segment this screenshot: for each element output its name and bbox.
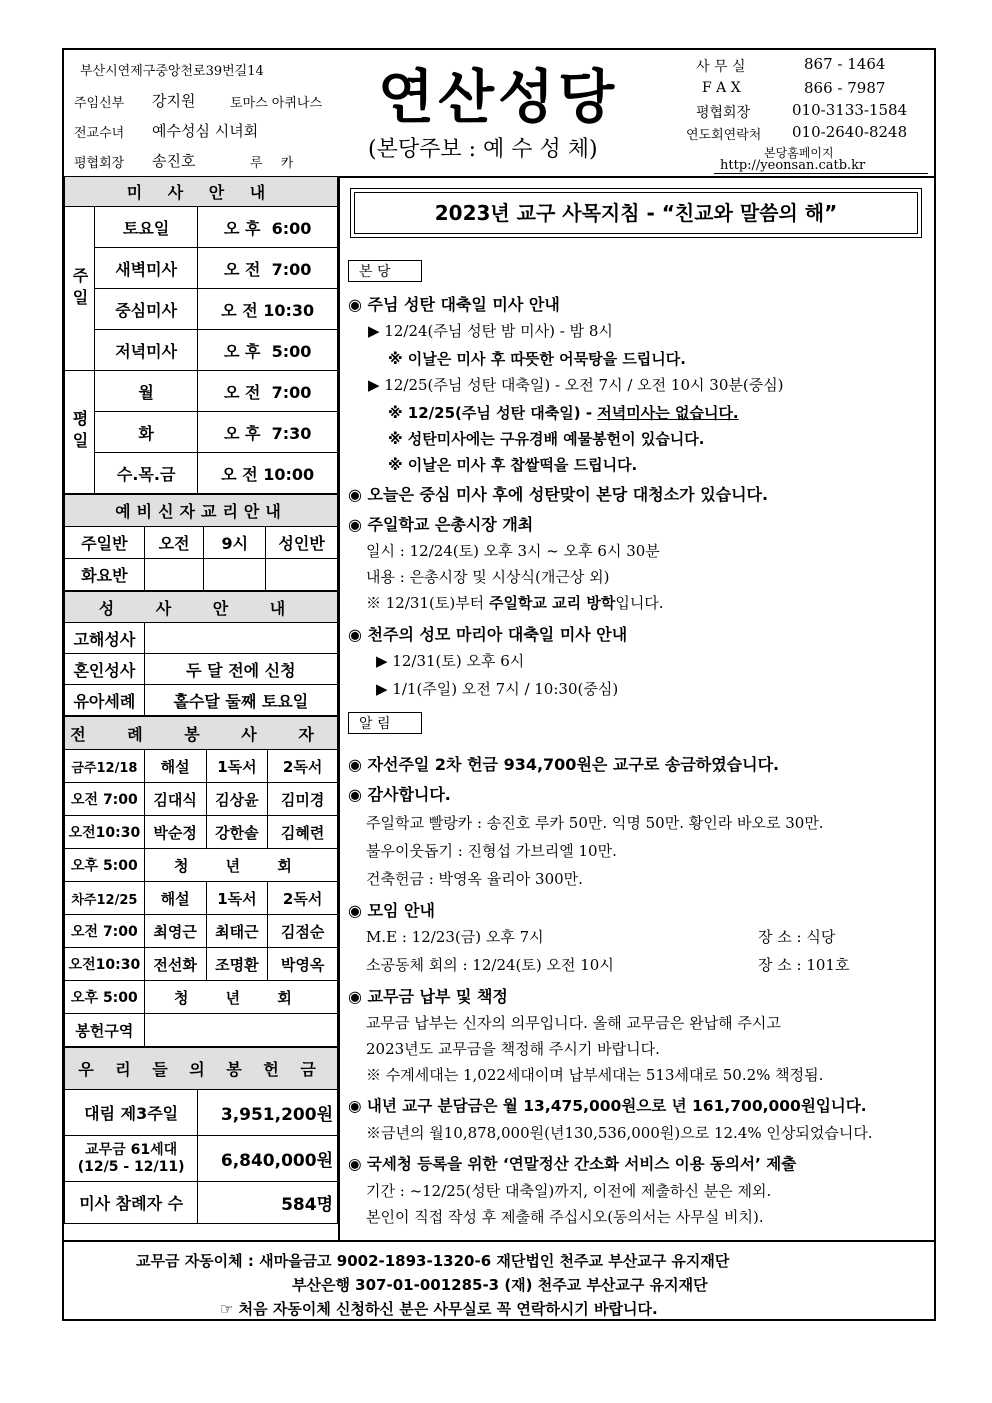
catechism-cell: 9시	[204, 527, 266, 559]
liturgy-time: 오전 7:00	[65, 915, 145, 948]
notice-text: ※ 12/31(토)부터	[366, 594, 489, 612]
liturgy-person: 최태근	[206, 915, 268, 948]
offering-heading: 우 리 들 의 봉 헌 금	[65, 1048, 338, 1090]
sacrament-value: 두 달 전에 신청	[144, 654, 337, 685]
mass-time: 오 전 7:00	[198, 248, 338, 289]
pastor-baptism: 토마스 아퀴나스	[230, 96, 323, 111]
catechism-cell: 화요반	[65, 559, 145, 591]
homepage-link[interactable]: http://yeonsan.catb.kr	[720, 158, 866, 173]
notice-line: ▶ 12/24(주님 성탄 밤 미사) - 밤 8시	[368, 322, 613, 340]
fax-number: 866 - 7987	[804, 79, 886, 97]
liturgy-header: 1독서	[206, 750, 268, 783]
pastoral-guideline-box	[350, 188, 922, 238]
catechism-cell	[266, 559, 338, 591]
notice-line: ※ 성탄미사에는 구유경배 예물봉헌이 있습니다.	[388, 430, 705, 448]
catechism-cell: 성인반	[266, 527, 338, 559]
sacrament-value: 홀수달 둘째 토요일	[144, 685, 337, 716]
mass-name: 저녁미사	[94, 330, 197, 371]
president-label: 평협회장	[696, 105, 751, 121]
liturgy-date: 금주12/18	[65, 750, 145, 783]
homepage-label: 본당홈페이지	[764, 146, 834, 160]
liturgy-header: 1독서	[206, 882, 268, 915]
liturgy-header: 해설	[144, 750, 206, 783]
offering-value: 3,951,200원	[198, 1090, 338, 1136]
header	[64, 50, 934, 178]
liturgy-table	[64, 716, 338, 1047]
bulletin-frame	[62, 48, 936, 1321]
notice-line: ▶ 12/31(토) 오후 6시	[376, 652, 525, 670]
mass-name: 토요일	[94, 207, 197, 248]
liturgy-person: 김혜련	[268, 816, 338, 849]
notice-line: 2023년도 교무금을 책정해 주시기 바랍니다.	[366, 1040, 660, 1058]
page-title: 연산성당	[378, 63, 619, 131]
footer-line: 부산은행 307-01-001285-3 (재) 천주교 부산교구 유지재단	[292, 1276, 708, 1294]
notice-line: 주일학교 빨랑카 : 송진호 루카 50만. 익명 50만. 황인라 바오로 30만.	[366, 814, 824, 832]
mass-table	[64, 176, 338, 494]
catechism-cell: 오전	[144, 527, 204, 559]
notice-underlined: 저녁미사는 없습니다.	[597, 404, 739, 422]
notice-line: 불우이웃돕기 : 진형섭 가브리엘 10만.	[366, 842, 617, 860]
sacrament-table	[64, 591, 338, 716]
homepage-underline	[714, 173, 928, 174]
parish-tag: 본 당	[348, 260, 422, 282]
mass-time: 오 전 7:00	[198, 371, 338, 412]
offering-value: 6,840,000원	[198, 1136, 338, 1182]
nun-label: 전교수녀	[74, 126, 125, 141]
notice-line: 장 소 : 101호	[758, 956, 850, 974]
offering-value: 584명	[198, 1182, 338, 1224]
pastoral-guideline-title: 2023년 교구 사목지침 - “친교와 말씀의 해”	[354, 192, 918, 234]
catechism-cell	[144, 559, 204, 591]
notice-heading: ◉ 교무금 납부 및 책정	[348, 987, 508, 1006]
notice-heading: ◉ 감사합니다.	[348, 785, 451, 804]
offering-name: 미사 참례자 수	[65, 1182, 198, 1224]
liturgy-person: 박순정	[144, 816, 206, 849]
sacrament-name: 혼인성사	[65, 654, 145, 685]
liturgy-person: 전선화	[144, 948, 206, 981]
council-baptism: 루 카	[250, 156, 294, 171]
liturgy-header: 2독서	[268, 882, 338, 915]
liturgy-person: 김대식	[144, 783, 206, 816]
catechism-cell	[204, 559, 266, 591]
liturgy-person: 강한솔	[206, 816, 268, 849]
footer-line: ☞ 처음 자동이체 신청하신 분은 사무실로 꼭 연락하시기 바랍니다.	[220, 1300, 658, 1318]
liturgy-date: 차주12/25	[65, 882, 145, 915]
notice-line: 내용 : 은총시장 및 시상식(개근상 외)	[366, 568, 610, 586]
yd-number: 010-2640-8248	[792, 123, 908, 141]
liturgy-time: 오전10:30	[65, 948, 145, 981]
liturgy-header: 해설	[144, 882, 206, 915]
notice-line: 기간 : ~12/25(성탄 대축일)까지, 이전에 제출하신 분은 제외.	[366, 1182, 772, 1200]
mass-time: 오 전 10:30	[198, 289, 338, 330]
catechism-heading: 예비신자교리안내	[65, 495, 338, 527]
notice-line: ※ 이날은 미사 후 따뜻한 어묵탕을 드립니다.	[388, 350, 686, 368]
page-subtitle: (본당주보 : 예 수 성 체)	[368, 137, 598, 162]
pastor-name: 강지원	[152, 92, 196, 110]
notice-heading: ◉ 주일학교 은총시장 개최	[348, 515, 534, 534]
liturgy-header: 2독서	[268, 750, 338, 783]
notice-heading: ◉ 내년 교구 분담금은 월 13,475,000원으로 년 161,700,000원입니다.	[348, 1097, 867, 1115]
notice-heading: ◉ 모임 안내	[348, 901, 435, 920]
liturgy-time: 오후 5:00	[65, 981, 145, 1014]
liturgy-time: 오후 5:00	[65, 849, 145, 882]
mass-name: 화	[94, 412, 197, 453]
offering-name: 교무금 61세대 (12/5 - 12/11)	[65, 1136, 198, 1182]
notice-heading: ◉ 주님 성탄 대축일 미사 안내	[348, 295, 560, 314]
liturgy-person: 김미경	[268, 783, 338, 816]
offering-area-label: 봉헌구역	[65, 1014, 145, 1047]
footer	[64, 1240, 934, 1321]
mass-name: 월	[94, 371, 197, 412]
notice-line: 교무금 납부는 신자의 의무입니다. 올해 교무금은 완납해 주시고	[366, 1014, 781, 1032]
mass-time: 오 전 10:00	[198, 453, 338, 494]
notice-line: 본인이 직접 작성 후 제출해 주십시오(동의서는 사무실 비치).	[366, 1208, 764, 1226]
weekday-label: 평일	[65, 371, 95, 494]
offering-table	[64, 1047, 338, 1224]
mass-time: 오 후 7:30	[198, 412, 338, 453]
notice-line: ※ 수계세대는 1,022세대이며 납부세대는 513세대로 50.2% 책정됨.	[366, 1066, 824, 1084]
notice-text: ※ 12/25(주님 성탄 대축일) -	[388, 404, 598, 422]
liturgy-group: 청 년 회	[144, 849, 337, 882]
liturgy-person: 박영옥	[268, 948, 338, 981]
council-name: 송진호	[152, 152, 196, 170]
notice-line: 건축헌금 : 박영옥 율리아 300만.	[366, 870, 583, 888]
notice-line	[388, 402, 739, 423]
notice-heading: ◉ 오늘은 중심 미사 후에 성탄맞이 본당 대청소가 있습니다.	[348, 485, 769, 504]
mass-time: 오 후 5:00	[198, 330, 338, 371]
notice-line: 장 소 : 식당	[758, 928, 836, 946]
catechism-table	[64, 494, 338, 591]
notice-line: ▶ 12/25(주님 성탄 대축일) - 오전 7시 / 오전 10시 30분(중심)	[368, 376, 784, 394]
mass-heading: 미 사 안 내	[65, 177, 338, 207]
notice-line: ※금년의 월10,878,000원(년130,536,000원)으로 12.4% 인상되었습니다.	[366, 1124, 873, 1142]
notice-bold: 주일학교 교리 방학	[488, 594, 616, 612]
liturgy-person: 김점순	[268, 915, 338, 948]
notice-heading: ◉ 천주의 성모 마리아 대축일 미사 안내	[348, 625, 628, 644]
notice-line: 소공동체 회의 : 12/24(토) 오전 10시	[366, 956, 614, 974]
offering-name: 대림 제3주일	[65, 1090, 198, 1136]
pastor-label: 주임신부	[74, 96, 125, 111]
notice-heading: ◉ 자선주일 2차 헌금 934,700원은 교구로 송금하였습니다.	[348, 755, 780, 774]
notice-line: 일시 : 12/24(토) 오후 3시 ~ 오후 6시 30분	[366, 542, 660, 560]
notice-line: ▶ 1/1(주일) 오전 7시 / 10:30(중심)	[376, 680, 619, 698]
notice-text: 입니다.	[615, 594, 664, 612]
nun-name: 예수성심 시녀회	[152, 122, 259, 140]
notice-line	[366, 592, 664, 613]
fax-label: F A X	[702, 80, 741, 96]
council-label: 평협회장	[74, 156, 125, 171]
offering-area-value	[144, 1014, 337, 1047]
announcement-tag: 알 림	[348, 712, 422, 734]
mass-name: 중심미사	[94, 289, 197, 330]
mass-name: 새벽미사	[94, 248, 197, 289]
notice-line: ※ 이날은 미사 후 찹쌀떡을 드립니다.	[388, 456, 638, 474]
liturgy-time: 오전10:30	[65, 816, 145, 849]
yd-label: 연도회연락처	[686, 128, 762, 143]
president-number: 010-3133-1584	[792, 101, 908, 119]
liturgy-person: 최영근	[144, 915, 206, 948]
mass-time: 오 후 6:00	[198, 207, 338, 248]
right-column	[340, 176, 934, 1240]
catechism-cell: 주일반	[65, 527, 145, 559]
sacrament-name: 고해성사	[65, 623, 145, 654]
sacrament-value	[144, 623, 337, 654]
notice-line: M.E : 12/23(금) 오후 7시	[366, 928, 544, 946]
office-label: 사 무 실	[696, 59, 746, 75]
notice-heading: ◉ 국세청 등록을 위한 ‘연말정산 간소화 서비스 이용 동의서’ 제출	[348, 1155, 797, 1173]
liturgy-heading: 전 례 봉 사 자	[65, 717, 338, 750]
address: 부산시연제구중앙천로39번길14	[80, 64, 264, 79]
footer-line: 교무금 자동이체 : 새마을금고 9002-1893-1320-6 재단법인 천주교 부산교구 유지재단	[136, 1252, 730, 1270]
office-number: 867 - 1464	[804, 55, 886, 73]
sunday-label: 주일	[65, 207, 95, 371]
left-column	[64, 176, 340, 1240]
liturgy-group: 청 년 회	[144, 981, 337, 1014]
liturgy-person: 김상윤	[206, 783, 268, 816]
sacrament-name: 유아세례	[65, 685, 145, 716]
liturgy-time: 오전 7:00	[65, 783, 145, 816]
sacrament-heading: 성 사 안 내	[65, 592, 338, 623]
mass-name: 수.목.금	[94, 453, 197, 494]
liturgy-person: 조명환	[206, 948, 268, 981]
